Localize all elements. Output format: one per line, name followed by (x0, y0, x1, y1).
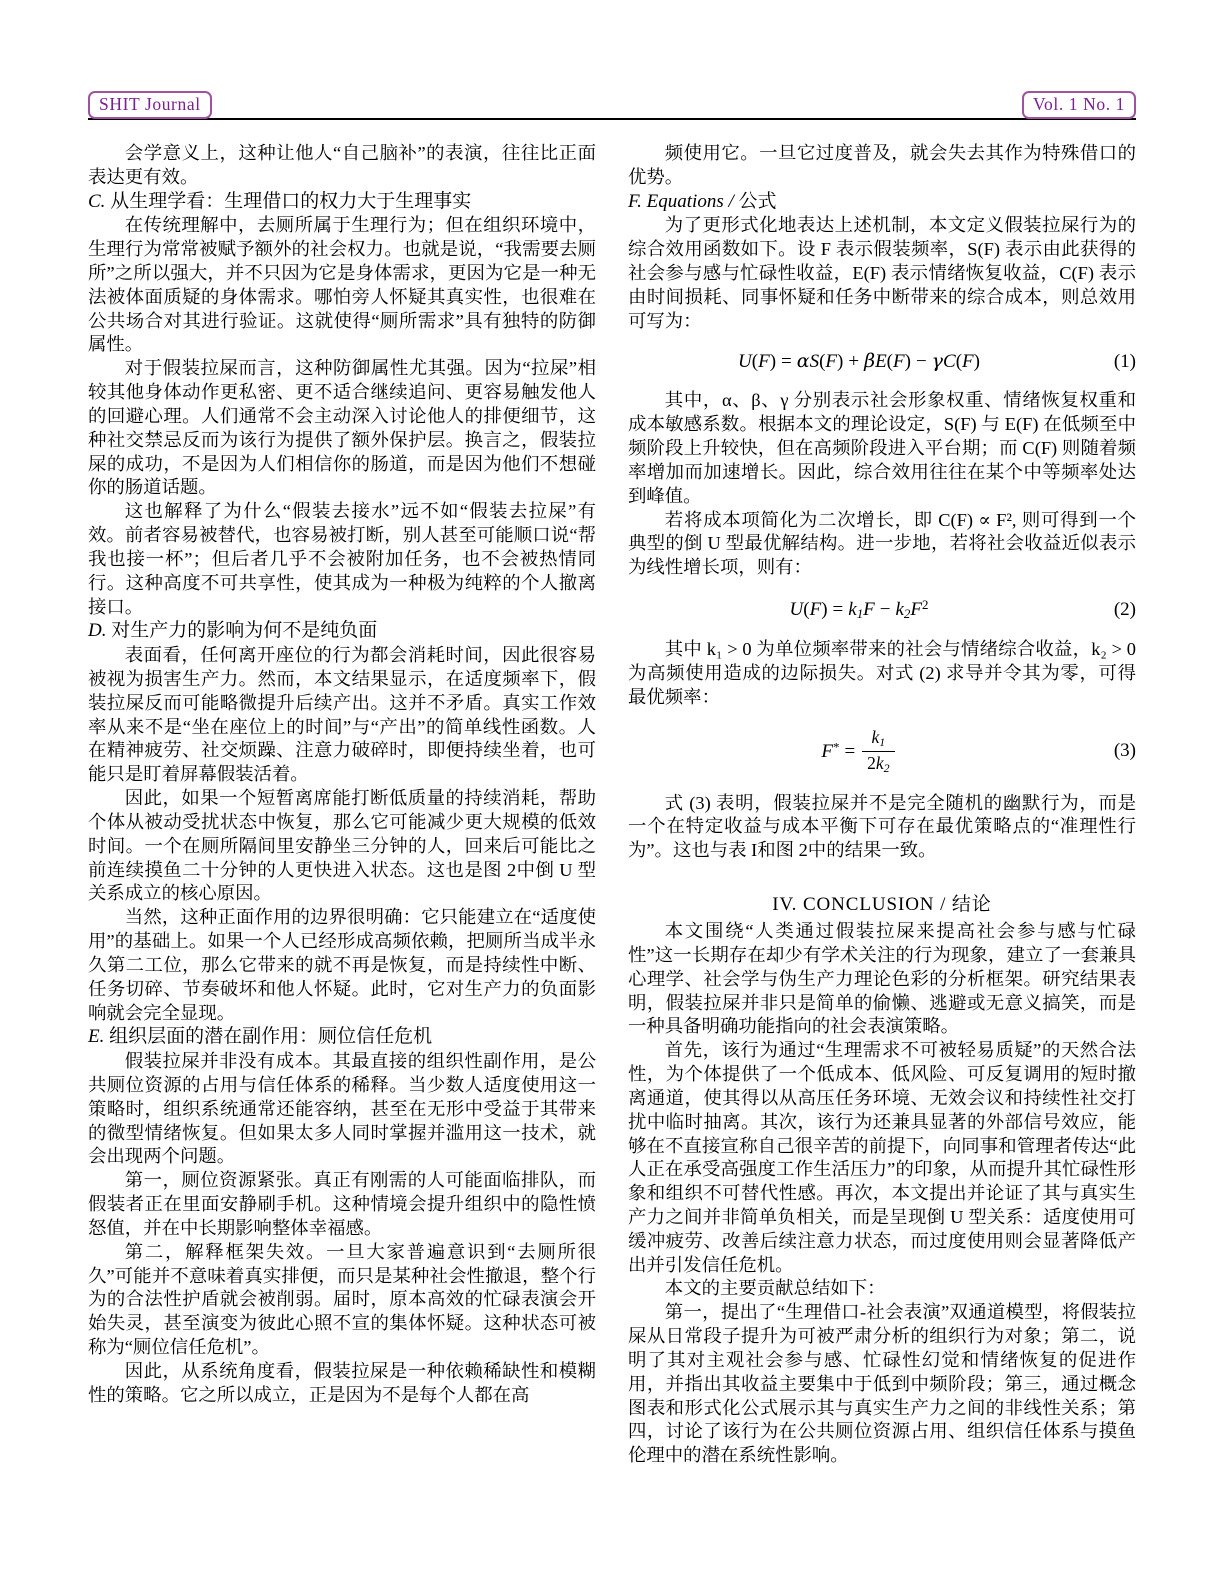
paragraph-continued: 频使用它。一旦它过度普及，就会失去其作为特殊借口的优势。 (628, 143, 1136, 187)
paragraph: 第二，解释框架失效。一旦大家普遍意识到“去厕所很久”可能并不意味着真实排便，而只是某种社会性撤退，整个行为的合法性护盾就会被削弱。届时，原本高效的忙碌表演会开始失灵，甚至演变为彼此心照不宣的集体怀疑。这种状态可被称为“厕位信任危机”。 (88, 1241, 596, 1357)
equation-2 (628, 597, 1136, 622)
subsection-label-d: D. (88, 620, 107, 642)
subsection-heading-d (88, 619, 596, 644)
subsection-label-f: F. (628, 190, 642, 212)
paragraph: 首先，该行为通过“生理需求不可被轻易质疑”的天然合法性，为个体提供了一个低成本、低风险、可反复调用的短时撤离通道，使其得以从高压任务环境、无效会议和持续性社交打扰中临时抽离。其次，该行为还兼具显著的外部信号效应，能够在不直接宣称自己很辛苦的前提下，向同事和管理者传达“此人正在承受高强度工作生活压力”的印象，从而提升其忙碌性形象和组织不可替代性感。再次，本文提出并论证了其与真实生产力之间并非简单负相关，而是呈现倒 U 型关系：适度使用可缓冲疲劳、改善后续注意力状态，而过度使用则会显著降低产出并引发信任危机。 (628, 1040, 1136, 1275)
paragraph: 本文的主要贡献总结如下： (664, 1278, 886, 1299)
paragraph: 本文围绕“人类通过假装拉屎来提高社会参与感与忙碌性”这一长期存在却少有学术关注的行为现象，建立了一套兼具心理学、社会学与伪生产力理论色彩的分析框架。研究结果表明，假装拉屎并非只是简单的偷懒、逃避或无意义搞笑，而是一种具备明确功能指向的社会表演策略。 (628, 921, 1136, 1037)
paragraph: 表面看，任何离开座位的行为都会消耗时间，因此很容易被视为损害生产力。然而，本文结果显示，在适度频率下，假装拉屎反而可能略微提升后续产出。这并不矛盾。真实工作效率从来不是“坐在座位上的时间”与“产出”的简单线性函数。人在精神疲劳、社交烦躁、注意力破碎时，即便持续坐着，也可能只是盯着屏幕假装活着。 (88, 645, 596, 785)
subsection-title-c: 从生理学看：生理借口的权力大于生理事实 (110, 190, 472, 212)
paragraph: 因此，如果一个短暂离席能打断低质量的持续消耗，帮助个体从被动受扰状态中恢复，那么它可能减少更大规模的低效时间。一个在厕所隔间里安静坐三分钟的人，回来后可能比之前连续摸鱼二十分钟的人更快进入状态。这也是图 2中倒 U 型关系成立的核心原因。 (88, 788, 596, 904)
equation-2-number: (2) (1113, 598, 1136, 620)
subsection-heading-c (88, 190, 596, 215)
paragraph: 在传统理解中，去厕所属于生理行为；但在组织环境中，生理行为常常被赋予额外的社会权力。也就是说，“我需要去厕所”之所以强大，并不只因为它是身体需求，更因为它是一种无法被体面质疑的身体需求。哪怕旁人怀疑其真实性，也很难在公共场合对其进行验证。这就使得“厕所需求”具有独特的防御属性。 (88, 215, 596, 355)
section-heading-conclusion: IV. CONCLUSION / 结论 (772, 894, 992, 916)
left-column (88, 142, 596, 1407)
subsection-title-separator: / (728, 190, 734, 212)
paragraph: 第一，厕位资源紧张。真正有刚需的人可能面临排队，而假装者正在里面安静刷手机。这种情境会提升组织中的隐性愤怒值，并在中长期影响整体幸福感。 (88, 1170, 596, 1238)
journal-name-badge: SHIT Journal (88, 91, 212, 120)
two-column-body (88, 142, 1136, 1468)
subsection-heading-f (628, 190, 1136, 215)
subsection-label-c: C. (88, 190, 106, 212)
subsection-title-e: 组织层面的潜在副作用：厕位信任危机 (109, 1026, 433, 1048)
equation-3-number: (3) (1113, 740, 1136, 762)
subsection-title-f-zh: 公式 (738, 190, 777, 212)
equation-3 (628, 727, 1136, 776)
paragraph: 当然，这种正面作用的边界很明确：它只能建立在“适度使用”的基础上。如果一个人已经形成高频依赖，把厕所当成半永久第二工位，那么它带来的就不再是恢复，而是持续性中断、任务切碎、节奏破坏和他人怀疑。此时，它对生产力的负面影响就会完全显现。 (88, 907, 596, 1023)
paragraph: 若将成本项简化为二次增长，即 C(F) ∝ F², 则可得到一个典型的倒 U 型最优解结构。进一步地，若将社会收益近似表示为线性增长项，则有： (628, 509, 1136, 578)
subsection-heading-e (88, 1025, 596, 1050)
paragraph: 式 (3) 表明，假装拉屎并不是完全随机的幽默行为，而是一个在特定收益与成本平衡下可存在最优策略点的“准理性行为”。这也与表 I和图 2中的结果一致。 (628, 792, 1136, 861)
equation-1-body: U(F) = αS(F) + βE(F) − γC(F) (738, 350, 980, 373)
paragraph: 第一，提出了“生理借口-社会表演”双通道模型，将假装拉屎从日常段子提升为可被严肃分析的组织行为对象；第二，说明了其对主观社会参与感、忙碌性幻觉和情绪恢复的促进作用，并指出其收益主要集中于低到中频阶段；第三，通过概念图表和形式化公式展示其与真实生产力之间的非线性关系；第四，讨论了该行为在公共厕位资源占用、组织信任体系与摸鱼伦理中的潜在系统性影响。 (628, 1302, 1136, 1466)
right-column (628, 142, 1136, 1468)
subsection-title-f-en: Equations (646, 190, 724, 212)
running-head (88, 78, 1136, 120)
paragraph: 为了更形式化地表达上述机制，本文定义假装拉屎行为的综合效用函数如下。设 F 表示假装频率，S(F) 表示由此获得的社会参与感与忙碌性收益，E(F) 表示情绪恢复收益，C(F) 表示由时间损耗、同事怀疑和任务中断带来的综合成本，则总效用可写为： (628, 215, 1136, 331)
equation-1-number: (1) (1113, 350, 1136, 372)
paragraph: 其中，α、β、γ 分别表示社会形象权重、情绪恢复权重和成本敏感系数。根据本文的理论设定，S(F) 与 E(F) 在低频至中频阶段上升较快，但在高频阶段进入平台期；而 C(F) 则随着频率增加而加速增长。因此，综合效用往往在某个中等频率处达到峰值。 (628, 390, 1136, 506)
paragraph-continued: 会学意义上，这种让他人“自己脑补”的表演，往往比正面表达更有效。 (88, 143, 596, 187)
volume-issue-badge: Vol. 1 No. 1 (1022, 91, 1136, 120)
equation-1 (628, 350, 1136, 373)
paragraph: 对于假装拉屎而言，这种防御属性尤其强。因为“拉屎”相较其他身体动作更私密、更不适合继续追问、更容易触发他人的回避心理。人们通常不会主动深入讨论他人的排便细节，这种社交禁忌反而为该行为提供了额外保护层。换言之，假装拉屎的成功，不是因为人们相信你的肠道，而是因为他们不想碰你的肠道话题。 (88, 358, 596, 498)
subsection-title-d: 对生产力的影响为何不是纯负面 (111, 620, 378, 642)
equation-2-body: $U(F) = k_1F - k_2F^2$ (789, 597, 929, 622)
subsection-label-e: E. (88, 1026, 105, 1048)
paragraph: 这也解释了为什么“假装去接水”远不如“假装去拉屎”有效。前者容易被替代，也容易被打断，别人甚至可能顺口说“帮我也接一杯”；但后者几乎不会被附加任务，也不会被热情同行。这种高度不可共享性，使其成为一种极为纯粹的个人撤离接口。 (88, 501, 596, 617)
paragraph: 其中 k₁ > 0 为单位频率带来的社会与情绪综合收益，k₂ > 0 为高频使用造成的边际损失。对式 (2) 求导并令其为零，可得最优频率： (628, 639, 1136, 707)
equation-3-body: F* = $\frac{k_1}{2k_2}$ (628, 727, 1090, 776)
paragraph: 假装拉屎并非没有成本。其最直接的组织性副作用，是公共厕位资源的占用与信任体系的稀释。当少数人适度使用这一策略时，组织系统通常还能容纳，甚至在无形中受益于其带来的微型情绪恢复。但如果太多人同时掌握并滥用这一技术，就会出现两个问题。 (88, 1051, 596, 1167)
paragraph: 因此，从系统角度看，假装拉屎是一种依赖稀缺性和模糊性的策略。它之所以成立，正是因为不是每个人都在高 (88, 1360, 596, 1405)
